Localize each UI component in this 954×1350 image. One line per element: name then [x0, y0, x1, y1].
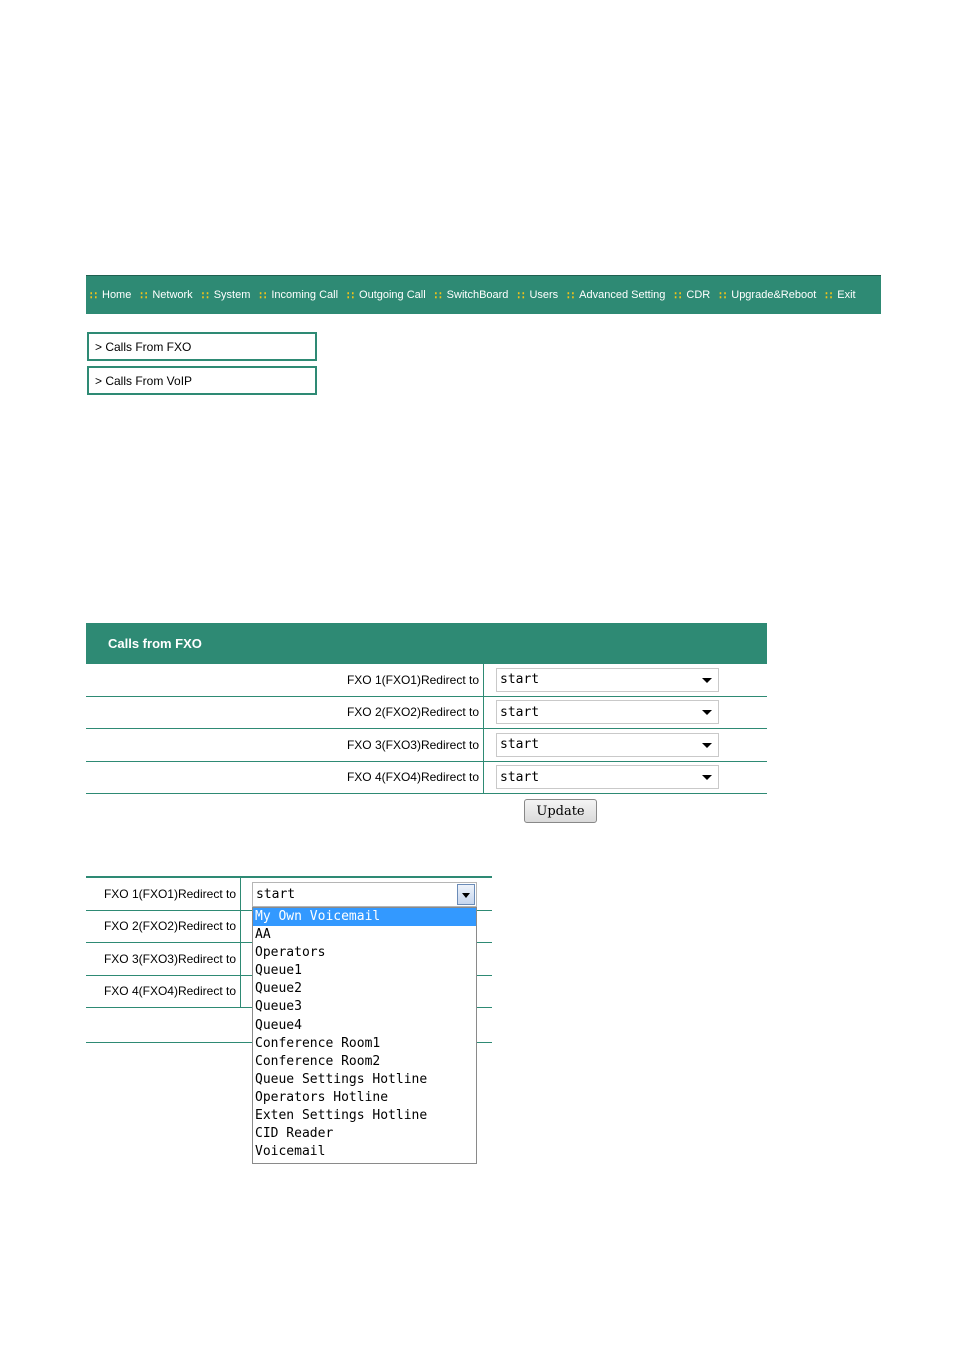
nav-network[interactable]: ∷ Network — [140, 289, 193, 302]
option-queue3[interactable]: Queue3 — [255, 999, 302, 1015]
option-operators-hotline[interactable]: Operators Hotline — [255, 1089, 389, 1105]
nav-outgoing-call[interactable]: ∷ Outgoing Call — [347, 289, 426, 302]
nav-system[interactable]: ∷ System — [201, 289, 251, 302]
nav-incoming-call[interactable]: ∷ Incoming Call — [259, 289, 339, 302]
fxo3-redirect-select[interactable]: start — [496, 733, 719, 757]
row-label: FXO 4(FXO4)Redirect to — [86, 976, 241, 1008]
row-label: FXO 1(FXO1)Redirect to — [86, 664, 484, 696]
fxo1-redirect-select[interactable]: start — [496, 668, 719, 692]
option-my-own-voicemail[interactable]: My Own Voicemail — [253, 908, 476, 926]
option-queue-settings-hotline[interactable]: Queue Settings Hotline — [255, 1071, 428, 1087]
option-voicemail[interactable]: Voicemail — [255, 1144, 326, 1160]
row-label: FXO 2(FXO2)Redirect to — [86, 697, 484, 729]
row-label: FXO 3(FXO3)Redirect to — [86, 729, 484, 761]
option-aa[interactable]: AA — [255, 927, 271, 943]
chevron-down-icon — [702, 743, 712, 748]
nav-advanced-setting[interactable]: ∷ Advanced Setting — [567, 289, 666, 302]
option-operators[interactable]: Operators — [255, 945, 326, 961]
table-row — [86, 664, 767, 697]
redirect-options-dropdown — [252, 907, 477, 1164]
fxo2-redirect-select[interactable]: start — [496, 700, 719, 724]
nav-upgrade-reboot[interactable]: ∷ Upgrade&Reboot — [719, 289, 817, 302]
chevron-down-icon — [702, 710, 712, 715]
chevron-down-icon[interactable] — [457, 884, 475, 905]
option-queue4[interactable]: Queue4 — [255, 1017, 302, 1033]
nav-exit[interactable]: ∷ Exit — [825, 289, 856, 302]
row-label: FXO 4(FXO4)Redirect to — [86, 762, 484, 794]
option-queue2[interactable]: Queue2 — [255, 981, 302, 997]
option-conference-room2[interactable]: Conference Room2 — [255, 1053, 381, 1069]
bullet-icon: ∷ — [259, 289, 266, 302]
option-cid-reader[interactable]: CID Reader — [255, 1126, 334, 1142]
bullet-icon: ∷ — [140, 289, 147, 302]
row-label: FXO 3(FXO3)Redirect to — [86, 943, 241, 975]
option-queue1[interactable]: Queue1 — [255, 963, 302, 979]
update-button[interactable]: Update — [524, 799, 597, 823]
calls-from-fxo-panel — [86, 623, 767, 794]
top-nav-bar — [86, 275, 881, 314]
nav-home[interactable]: ∷ Home — [90, 289, 132, 302]
bullet-icon: ∷ — [434, 289, 441, 302]
bullet-icon: ∷ — [719, 289, 726, 302]
chevron-down-icon — [702, 678, 712, 683]
table-row — [86, 697, 767, 730]
row-label: FXO 1(FXO1)Redirect to — [86, 878, 241, 910]
bullet-icon: ∷ — [567, 289, 574, 302]
fxo4-redirect-select[interactable]: start — [496, 765, 719, 789]
fxo1-redirect-select-open[interactable]: start — [252, 882, 477, 907]
bullet-icon: ∷ — [825, 289, 832, 302]
panel-title: Calls from FXO — [86, 623, 767, 664]
table-row — [86, 729, 767, 762]
table-row — [86, 762, 767, 795]
option-conference-room1[interactable]: Conference Room1 — [255, 1035, 381, 1051]
bullet-icon: ∷ — [517, 289, 524, 302]
bullet-icon: ∷ — [674, 289, 681, 302]
bullet-icon: ∷ — [201, 289, 208, 302]
option-exten-settings-hotline[interactable]: Exten Settings Hotline — [255, 1108, 428, 1124]
calls-from-voip-link[interactable]: > Calls From VoIP — [87, 366, 317, 395]
row-label: FXO 2(FXO2)Redirect to — [86, 911, 241, 943]
bullet-icon: ∷ — [347, 289, 354, 302]
nav-switchboard[interactable]: ∷ SwitchBoard — [434, 289, 509, 302]
nav-users[interactable]: ∷ Users — [517, 289, 559, 302]
nav-cdr[interactable]: ∷ CDR — [674, 289, 711, 302]
chevron-down-icon — [702, 775, 712, 780]
bullet-icon: ∷ — [90, 289, 96, 302]
calls-from-fxo-link[interactable]: > Calls From FXO — [87, 332, 317, 361]
